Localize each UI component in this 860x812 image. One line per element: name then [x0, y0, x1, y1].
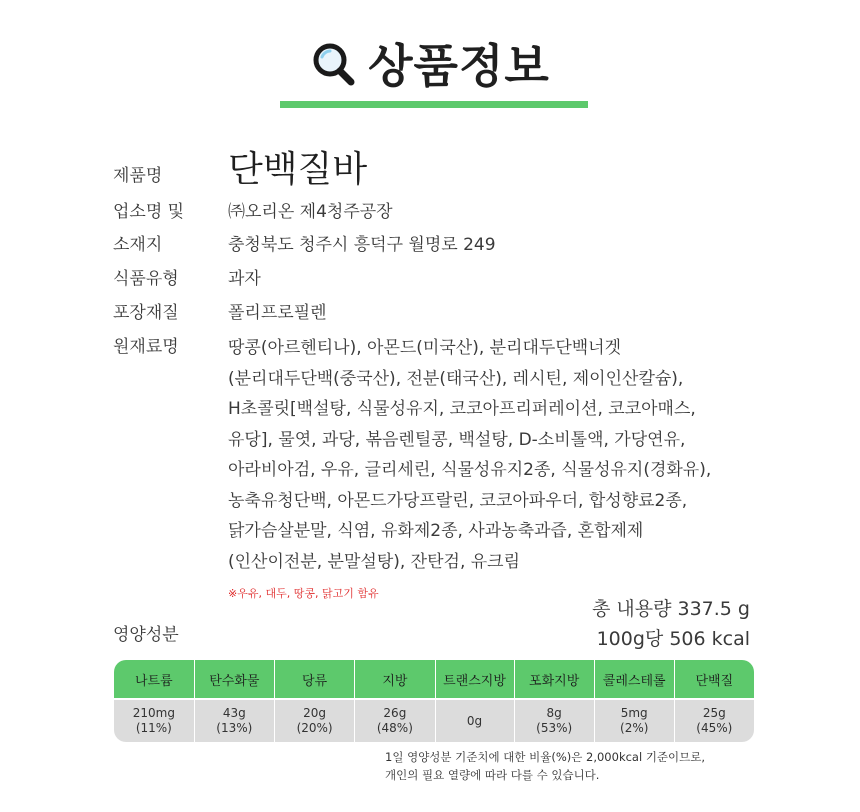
- title-bar: [0, 38, 860, 94]
- nutrient-amount: 0g: [466, 713, 483, 728]
- ingredients-line: (인산이전분, 분말설탕), 잔탄검, 유크림: [228, 551, 521, 572]
- row-address: [113, 231, 496, 259]
- nutrition-footnote: [385, 748, 705, 784]
- address-value: 충청북도 청주시 흥덕구 월명로 249: [228, 235, 496, 255]
- ingredients-line: 땅콩(아르헨티나), 아몬드(미국산), 분리대두단백너겟: [228, 338, 622, 358]
- nutrition-header-row: [114, 660, 754, 698]
- ingredients-line: 유당], 물엿, 과당, 볶음렌틸콩, 백설탕, D-소비톨액, 가당연유,: [228, 429, 686, 450]
- row-ingredients: [113, 333, 768, 608]
- nutrient-amount: 210mg: [132, 706, 175, 720]
- nutrient-header: 탄수화물: [195, 660, 275, 698]
- nutrient-header: 포화지방: [515, 660, 595, 698]
- nutrient-header: 나트륨: [114, 660, 195, 698]
- nutrient-amount: 26g: [383, 706, 407, 720]
- nutrient-amount: 5mg: [620, 706, 648, 720]
- product-name: 단백질바: [228, 149, 368, 190]
- ingredients-line: 닭가슴살분말, 식염, 유화제2종, 사과농축과즙, 혼합제제: [228, 521, 644, 541]
- nutrient-amount: 25g: [702, 706, 726, 720]
- ingredients-label: 원재료명: [113, 337, 179, 357]
- nutrient-amount: 20g: [303, 706, 327, 720]
- nutrient-value-cell: [675, 698, 754, 742]
- nutrition-summary: [592, 594, 750, 654]
- total-amount: 총 내용량 337.5 g: [592, 598, 750, 620]
- nutrient-percent: (13%): [216, 721, 253, 735]
- title-underline: [280, 101, 588, 108]
- nutrient-amount: 8g: [546, 706, 562, 720]
- nutrient-header: 단백질: [675, 660, 754, 698]
- nutrient-value-cell: [436, 698, 515, 742]
- name-label: 제품명: [113, 166, 163, 186]
- nutrition-value-row: [114, 698, 754, 742]
- row-maker: [113, 198, 393, 226]
- nutrition-table: [114, 660, 754, 742]
- nutrient-value-cell: [355, 698, 435, 742]
- page-title: 상품정보: [368, 39, 550, 93]
- nutrient-header: 당류: [275, 660, 355, 698]
- magnifier-icon: [310, 41, 356, 91]
- type-value: 과자: [228, 269, 261, 289]
- nutrient-value-cell: [275, 698, 355, 742]
- ingredients-line: 농축유청단백, 아몬드가당프랄린, 코코아파우더, 합성향료2종,: [228, 490, 688, 511]
- nutrient-header: 트랜스지방: [436, 660, 515, 698]
- nutrient-percent: (48%): [376, 721, 413, 735]
- package-value: 폴리프로필렌: [228, 303, 327, 323]
- row-type: [113, 265, 261, 293]
- nutrient-value-cell: [195, 698, 275, 742]
- maker-value: ㈜오리온 제4청주공장: [228, 202, 393, 222]
- allergy-notice: ※우유, 대두, 땅콩, 닭고기 함유: [228, 587, 379, 600]
- nutrient-amount: 43g: [222, 706, 246, 720]
- row-name: [113, 148, 367, 192]
- ingredients-line: (분리대두단백(중국산), 전분(태국산), 레시틴, 제이인산칼슘),: [228, 368, 684, 389]
- nutrition-label: 영양성분: [113, 625, 179, 645]
- calories-per-100g: 100g당 506 kcal: [596, 628, 750, 650]
- row-package: [113, 299, 327, 327]
- nutrient-header: 콜레스테롤: [595, 660, 675, 698]
- package-label: 포장재질: [113, 303, 179, 323]
- nutrient-percent: (53%): [536, 721, 573, 735]
- maker-label: 업소명 및: [113, 202, 185, 222]
- nutrient-value-cell: [515, 698, 595, 742]
- ingredients-line: 아라비아검, 우유, 글리세린, 식물성유지2종, 식물성유지(경화유),: [228, 460, 712, 480]
- footnote-line: 개인의 필요 열량에 따라 다를 수 있습니다.: [385, 768, 600, 782]
- ingredients-value: [228, 333, 768, 608]
- type-label: 식품유형: [113, 269, 179, 289]
- nutrient-percent: (20%): [296, 721, 333, 735]
- nutrient-percent: (11%): [135, 721, 172, 735]
- address-label: 소재지: [113, 235, 163, 255]
- nutrient-header: 지방: [355, 660, 435, 698]
- nutrient-value-cell: [595, 698, 675, 742]
- nutrient-percent: (45%): [696, 721, 733, 735]
- nutrient-percent: (2%): [620, 721, 649, 735]
- ingredients-line: H초콜릿[백설탕, 식물성유지, 코코아프리퍼레이션, 코코아매스,: [228, 399, 696, 419]
- nutrient-value-cell: [114, 698, 195, 742]
- footnote-line: 1일 영양성분 기준치에 대한 비율(%)은 2,000kcal 기준이므로,: [385, 750, 706, 764]
